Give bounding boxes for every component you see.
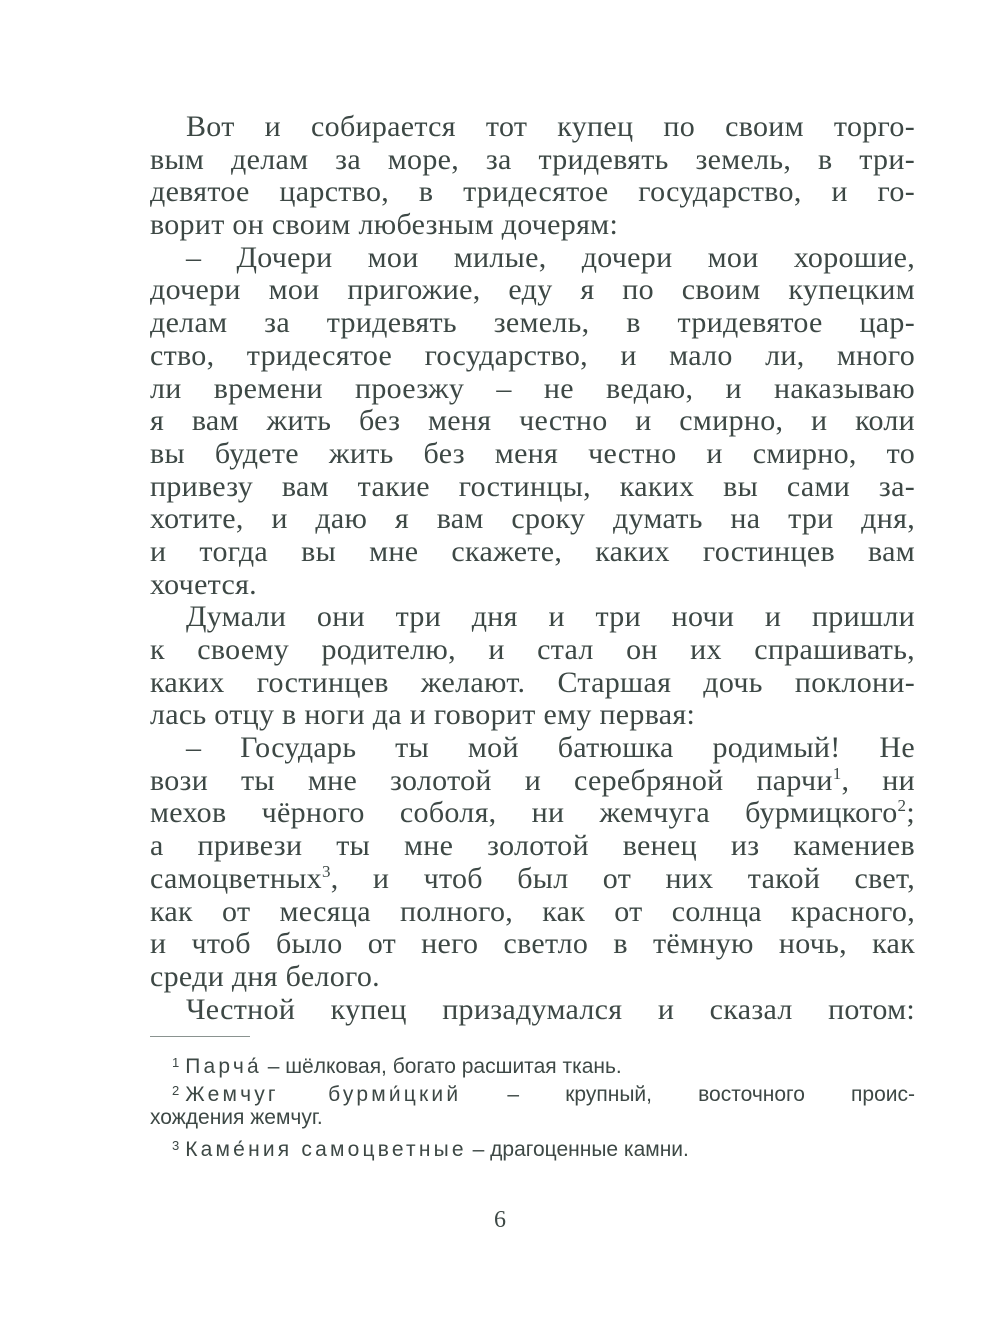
text-line: хотите, и даю я вам сроку думать на три дня,: [150, 502, 915, 536]
text-line: и чтоб было от него светло в тёмную ночь, как: [150, 927, 915, 961]
footnotes: [150, 1049, 915, 1159]
text-line: дочери мои пригожие, еду я по своим купецким: [150, 273, 915, 307]
text-line: а привези ты мне золотой венец из камениев: [150, 829, 915, 863]
text-line: как от месяца полного, как от солнца красного,: [150, 894, 915, 928]
footnote-definition: – драгоценные камни.: [466, 1137, 689, 1161]
footnote-number: 3: [172, 1137, 180, 1153]
text-line: лась отцу в ноги да и говорит ему первая:: [150, 698, 696, 732]
text-line: [150, 863, 915, 896]
text-line: вым делам за море, за тридевять земель, в три-: [150, 142, 915, 176]
text-line: Честной купец призадумался и сказал потом:: [186, 992, 915, 1026]
text-line: ли времени проезжу – не ведаю, и наказываю: [150, 371, 915, 405]
footnote-ref[interactable]: 1: [832, 763, 842, 783]
text-line: среди дня белого.: [150, 959, 380, 993]
footnote-number: 1: [172, 1055, 180, 1070]
text-line: – Дочери мои милые, дочери мои хорошие,: [186, 240, 915, 274]
footnote-2: [150, 1077, 915, 1105]
text-line: вы будете жить без меня честно и смирно, то: [150, 436, 915, 470]
footnote-divider: [150, 1036, 250, 1037]
footnote-3: [150, 1132, 915, 1160]
text-segment: ;: [906, 796, 915, 830]
text-line: [150, 797, 915, 830]
footnote-term: Парча́: [185, 1055, 262, 1078]
text-segment: , ни: [841, 763, 915, 797]
text-segment: вози ты мне золотой и серебряной парчи: [150, 763, 833, 797]
text-line: хочется.: [150, 567, 257, 601]
page-number: 6: [494, 1207, 506, 1233]
text-segment: мехов чёрного соболя, ни жемчуга бурмицкого: [150, 796, 898, 830]
footnote-term: Каме́ния самоцветные: [185, 1137, 467, 1161]
footnote-definition: – шёлковая, богато расшитая ткань.: [261, 1055, 622, 1078]
footnote-2-continuation: хождения жемчуг.: [150, 1106, 323, 1129]
footnote-definition: – крупный, восточного проис-: [461, 1082, 915, 1106]
footnote-ref[interactable]: 3: [321, 861, 331, 881]
footnote-number: 2: [172, 1082, 180, 1098]
text-segment: , и чтоб был от них такой свет,: [330, 861, 915, 895]
story-text: [150, 111, 915, 1026]
text-line: и тогда вы мне скажете, каких гостинцев вам: [150, 534, 915, 568]
text-line: [150, 765, 915, 798]
footnote-term: Жемчуг бурми́цкий: [185, 1082, 462, 1106]
text-line: ство, тридесятое государство, и мало ли, много: [150, 338, 915, 372]
text-line: Думали они три дня и три ночи и пришли: [186, 600, 915, 634]
text-line: к своему родителю, и стал он их спрашивать,: [150, 633, 915, 666]
text-line: ворит он своим любезным дочерям:: [150, 208, 619, 242]
footnote-ref[interactable]: 2: [897, 796, 907, 816]
text-line: делам за тридевять земель, в тридевятое цар-: [150, 306, 915, 340]
text-segment: самоцветных: [150, 861, 322, 895]
text-line: – Государь ты мой батюшка родимый! Не: [186, 731, 915, 765]
text-line: девятое царство, в тридесятое государство, и го-: [150, 175, 915, 209]
text-line: привезу вам такие гостинцы, каких вы сами за-: [150, 469, 915, 503]
text-line: я вам жить без меня честно и смирно, и коли: [150, 404, 915, 438]
text-line: каких гостинцев желают. Старшая дочь поклони-: [150, 665, 915, 699]
footnote-1: [150, 1049, 915, 1077]
text-line: Вот и собирается тот купец по своим торго-: [186, 110, 915, 143]
